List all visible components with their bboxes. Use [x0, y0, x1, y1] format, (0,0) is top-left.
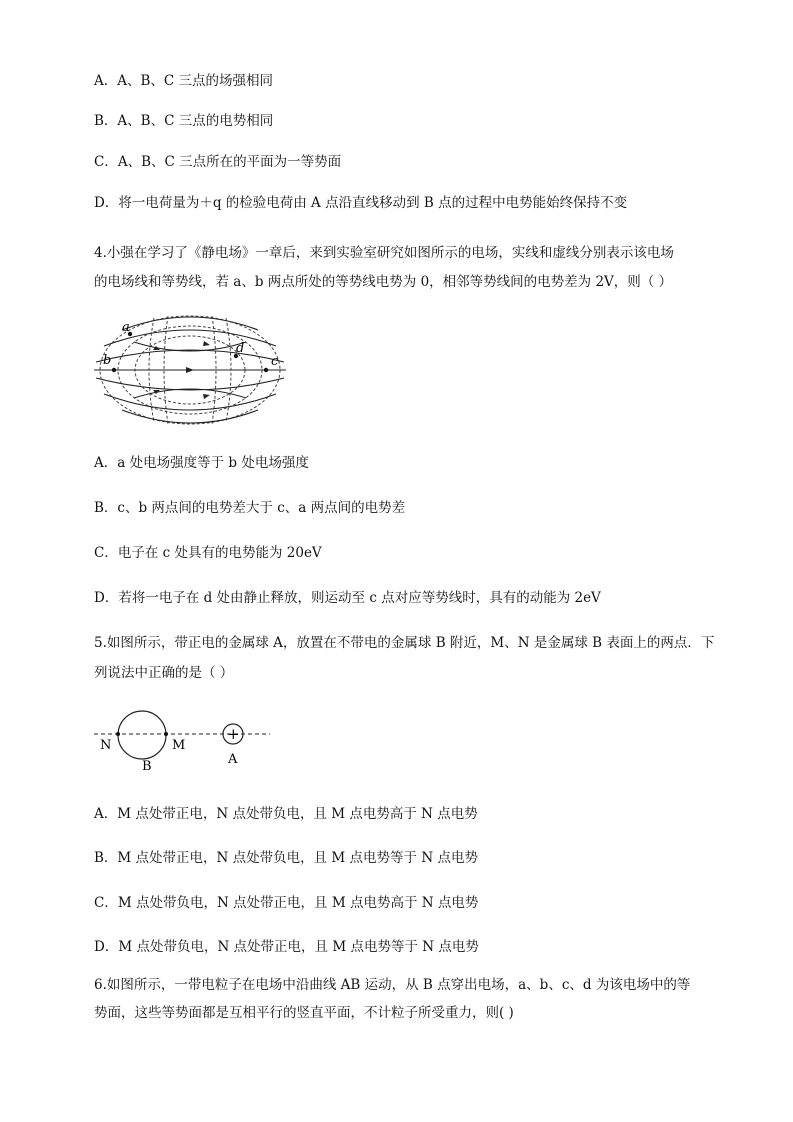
q6-stem-line-2: 势面，这些等势面都是互相平行的竖直平面，不计粒子所受重力，则( ): [94, 1005, 514, 1021]
q3-option-c: C．A、B、C 三点所在的平面为一等势面: [94, 154, 342, 170]
q5-plus-sign: +: [227, 725, 240, 743]
q5-label-a: A: [228, 752, 238, 767]
q4-label-c: c: [271, 354, 279, 369]
q3-option-a: A．A、B、C 三点的场强相同: [94, 73, 274, 89]
q6-stem-line-1: 6.如图所示，一带电粒子在电场中沿曲线 AB 运动，从 B 点穿出电场，a、b、c、d 为该电场中的等: [94, 977, 691, 993]
q5-option-c: C．M 点处带负电，N 点处带正电，且 M 点电势高于 N 点电势: [94, 895, 479, 911]
q5-stem-line-1: 5.如图所示，带正电的金属球 A，放置在不带电的金属球 B 附近，M、N 是金属球 B 表面上的两点．下: [94, 635, 715, 651]
q5-label-n: N: [100, 738, 112, 753]
q4-option-b: B．c、b 两点间的电势差大于 c、a 两点间的电势差: [94, 500, 406, 516]
q5-label-m: M: [172, 738, 186, 753]
q5-option-b: B．M 点处带正电，N 点处带负电，且 M 点电势等于 N 点电势: [94, 850, 478, 866]
q4-stem-line-1: 4.小强在学习了《静电场》一章后，来到实验室研究如图所示的电场，实线和虚线分别表示该电场: [94, 245, 674, 261]
q4-stem-line-2: 的电场线和等势线，若 a、b 两点所处的等势线电势为 0，相邻等势线间的电势差为 2V，则（ ）: [94, 274, 673, 290]
q4-option-c: C．电子在 c 处具有的电势能为 20eV: [94, 545, 322, 561]
q4-option-a: A．a 处电场强度等于 b 处电场强度: [94, 455, 309, 471]
q5-stem-line-2: 列说法中正确的是（ ）: [94, 665, 234, 681]
q4-field-figure: [94, 312, 286, 430]
q3-option-b: B．A、B、C 三点的电势相同: [94, 113, 274, 129]
q5-label-b: B: [142, 759, 152, 772]
q5-option-d: D．M 点处带负电，N 点处带正电，且 M 点电势等于 N 点电势: [94, 939, 479, 955]
q4-label-d: d: [236, 341, 245, 356]
q4-option-d: D．若将一电子在 d 处由静止释放，则运动至 c 点对应等势线时，具有的动能为 2eV: [94, 590, 601, 606]
q4-label-a: a: [122, 320, 130, 335]
q5-spheres-figure: [94, 706, 274, 772]
q5-option-a: A．M 点处带正电，N 点处带负电，且 M 点电势高于 N 点电势: [94, 806, 478, 822]
q3-option-d: D．将一电荷量为＋q 的检验电荷由 A 点沿直线移动到 B 点的过程中电势能始终保持不变: [94, 195, 628, 211]
q4-label-b: b: [103, 353, 112, 368]
